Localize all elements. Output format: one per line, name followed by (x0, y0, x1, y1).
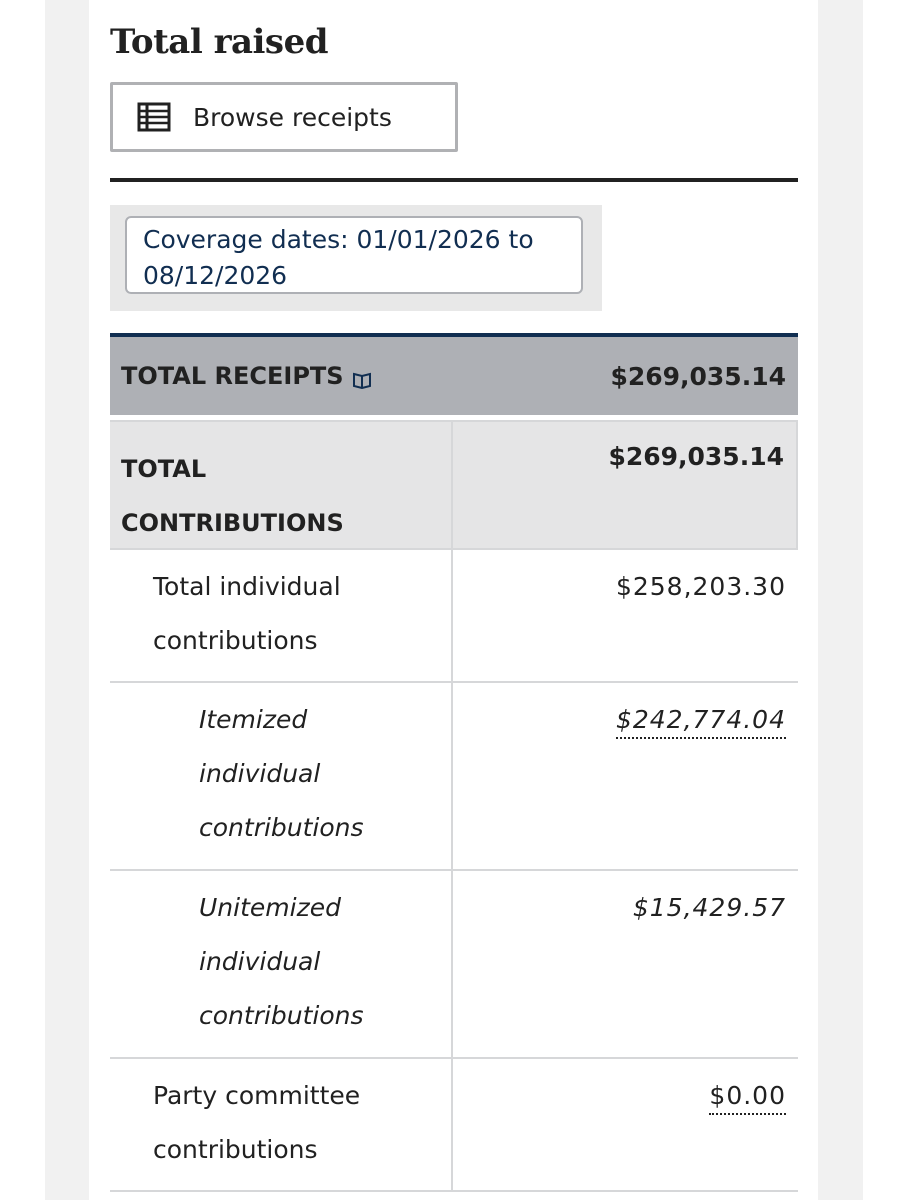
left-gutter (45, 0, 89, 1200)
table-row (110, 550, 798, 683)
table-list-icon (137, 102, 171, 132)
total-contributions-label: TOTAL CONTRIBUTIONS (110, 422, 453, 548)
total-contributions-value: $269,035.14 (608, 442, 784, 471)
individual-contributions-value: $258,203.30 (615, 572, 786, 601)
right-gutter (818, 0, 863, 1200)
party-contributions-link[interactable]: $0.00 (709, 1079, 786, 1115)
unitemized-contributions-value: $15,429.57 (632, 893, 786, 922)
table-row (110, 1059, 798, 1192)
section-title: Total raised (110, 22, 328, 62)
unitemized-contributions-label: Unitemized individual contributions (110, 871, 453, 1057)
total-receipts-value: $269,035.14 (610, 361, 786, 391)
coverage-filter-area (110, 205, 602, 311)
total-contributions-row (110, 420, 798, 550)
party-contributions-label: Party committee contributions (110, 1059, 453, 1190)
table-row (110, 871, 798, 1059)
individual-contributions-label: Total individual contributions (110, 550, 453, 681)
browse-receipts-label: Browse receipts (193, 102, 392, 132)
table-row (110, 683, 798, 871)
total-receipts-label: TOTAL RECEIPTS (121, 362, 344, 390)
section-divider (110, 178, 798, 182)
total-receipts-row (110, 333, 798, 415)
receipts-table (110, 333, 798, 1192)
browse-receipts-button[interactable] (110, 82, 458, 152)
itemized-contributions-link[interactable]: $242,774.04 (616, 703, 786, 739)
coverage-dates-tag: Coverage dates: 01/01/2026 to 08/12/2026 (125, 216, 583, 294)
book-icon[interactable] (352, 367, 372, 385)
itemized-contributions-label: Itemized individual contributions (110, 683, 453, 869)
